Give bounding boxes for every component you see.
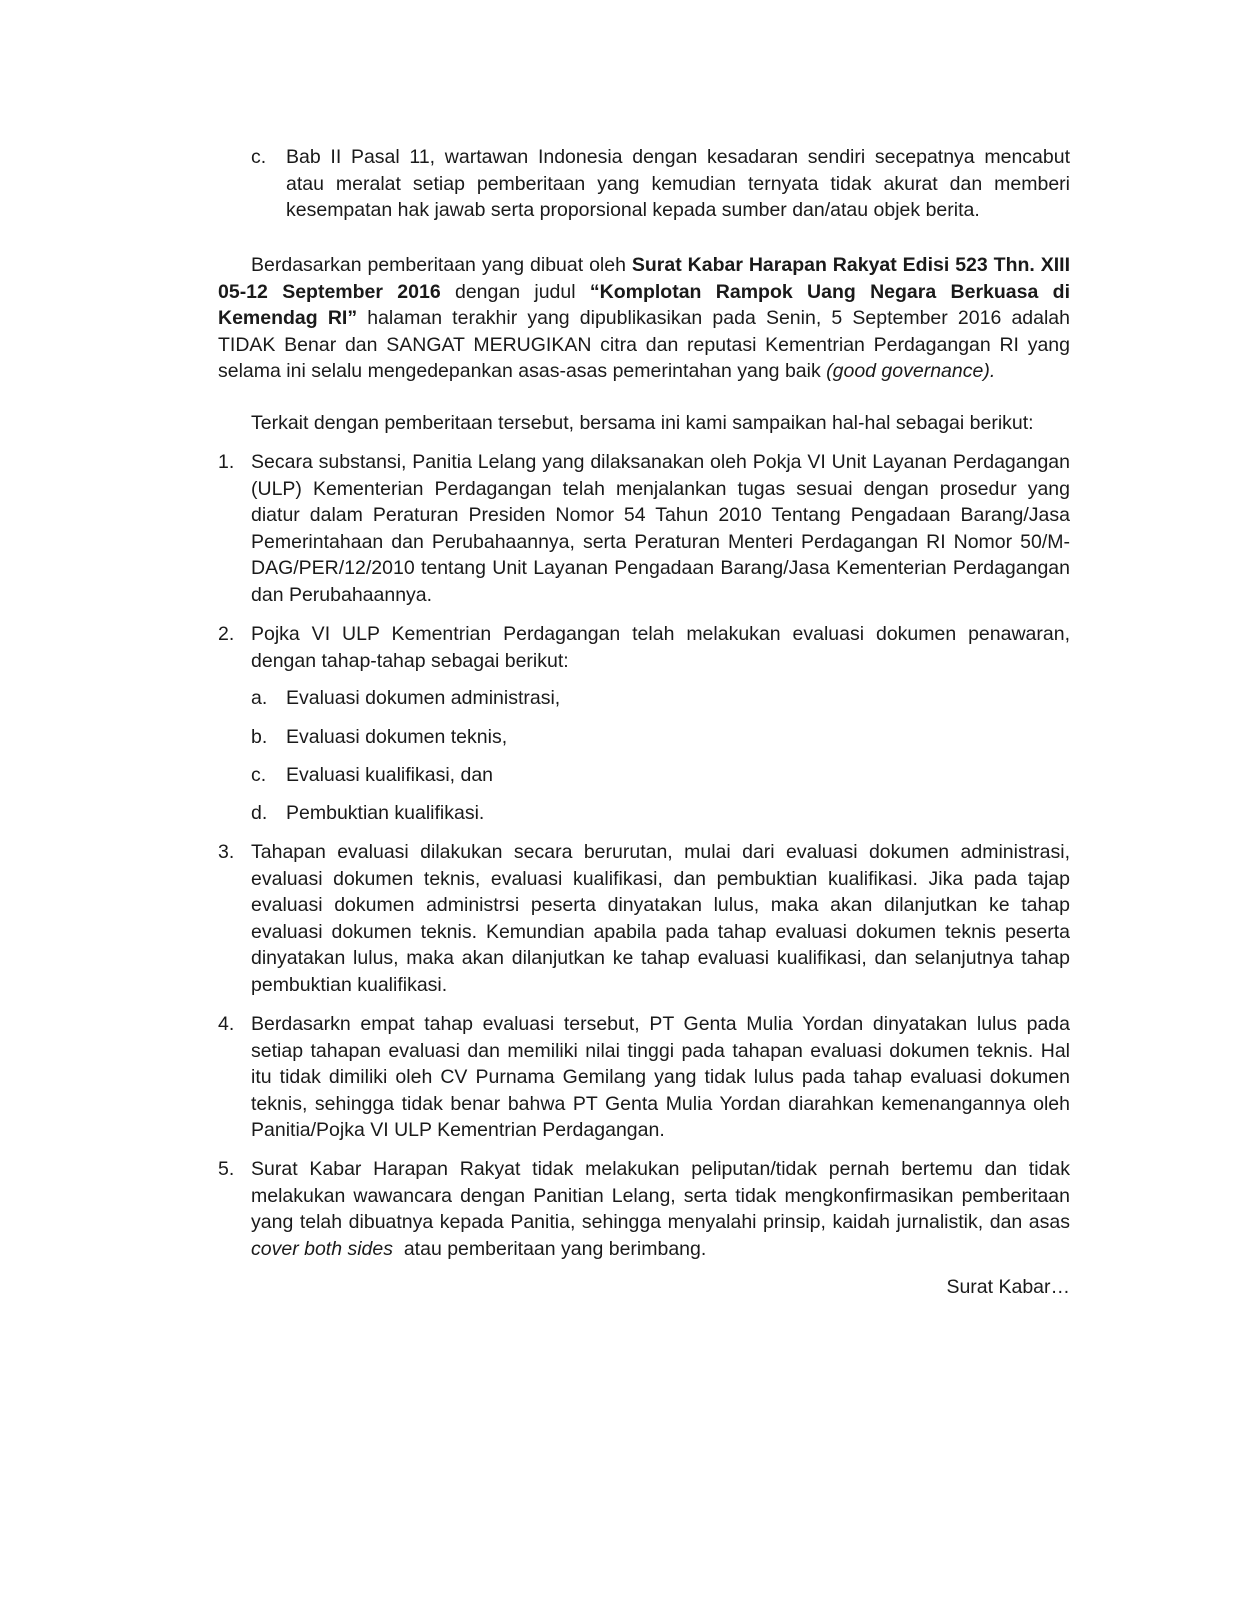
list-marker: a. xyxy=(251,687,268,709)
list-marker: d. xyxy=(251,802,268,824)
list-marker: 1. xyxy=(218,451,235,473)
list-marker: c. xyxy=(251,764,267,786)
list-item-text: Bab II Pasal 11, wartawan Indonesia dengan kesadaran sendiri secepatnya mencabut atau meralat setiap pemberitaan yang kemudian ternyata tidak akurat dan memberi kesempatan hak jawab serta proporsional kepada sumber dan/atau objek berita. xyxy=(286,146,1070,222)
list-item-text: Evaluasi kualifikasi, dan xyxy=(286,764,494,786)
list-item-segment: atau pemberitaan yang berimbang. xyxy=(393,1237,707,1260)
list-marker: 3. xyxy=(218,841,235,863)
paragraph-text: dengan judul xyxy=(440,280,590,303)
list-marker: 4. xyxy=(218,1013,235,1035)
paragraph-statement xyxy=(218,252,1070,385)
list-marker: c. xyxy=(251,146,267,168)
page-continuation-catchword: Surat Kabar… xyxy=(946,1276,1070,1298)
paragraph-text: Berdasarkan pemberitaan yang dibuat oleh xyxy=(251,254,632,276)
list-item-text: Tahapan evaluasi dilakukan secara berurutan, mulai dari evaluasi dokumen administrasi, evaluasi dokumen teknis, evaluasi kualifikasi, dan pembuktian kualifikasi. Jika pada tajap evaluasi dokumen administrsi peserta dinyatakan lulus, maka akan dilanjutkan ke tahap evaluasi dokumen teknis. Kemundian apabila pada tahap evaluasi dokumen teknis peserta dinyatakan lulus, maka akan dilanjutkan ke tahap evaluasi kualifikasi, dan selanjutnya tahap pembuktian kualifikasi. xyxy=(251,841,1070,996)
list-item-text: Berdasarkn empat tahap evaluasi tersebut, PT Genta Mulia Yordan dinyatakan lulus pada setiap tahapan evaluasi dan memiliki nilai tinggi pada tahapan evaluasi dokumen teknis. Hal itu tidak dimiliki oleh CV Purnama Gemilang yang tidak lulus pada tahap evaluasi dokumen teknis, sehingga tidak benar bahwa PT Genta Mulia Yordan diarahkan kemenangannya oleh Panitia/Pojka VI ULP Kementrian Perdagangan. xyxy=(251,1013,1070,1142)
paragraph-intro: Terkait dengan pemberitaan tersebut, bersama ini kami sampaikan hal-hal sebagai berikut: xyxy=(251,412,1034,434)
list-item-text: Secara substansi, Panitia Lelang yang dilaksanakan oleh Pokja VI Unit Layanan Perdagangan (ULP) Kementerian Perdagangan telah menjalankan tugas sesuai dengan prosedur yang diatur dalam Peraturan Presiden Nomor 54 Tahun 2010 Tentang Pengadaan Barang/Jasa Pemerintahaan dan Perubahaannya, serta Peraturan Menteri Perdagangan RI Nomor 50/M-DAG/PER/12/2010 tentang Unit Layanan Pengadaan Barang/Jasa Kementerian Perdagangan dan Perubahaannya. xyxy=(251,451,1070,606)
paragraph-text: halaman terakhir yang dipublikasikan pada Senin, 5 September 2016 adalah TIDAK Benar dan SANGAT MERUGIKAN citra dan reputasi Kementrian Perdagangan RI yang selama ini selalu mengedepankan asas-asas pemerintahan yang baik xyxy=(218,307,1070,383)
italic-term: cover both sides xyxy=(251,1237,393,1260)
list-item-text xyxy=(251,1156,1070,1262)
list-item-text: Evaluasi dokumen teknis, xyxy=(286,726,508,748)
article-title: “Komplotan Rampok Uang Negara Berkuasa di Kemendag RI” xyxy=(218,280,1070,330)
list-item-segment: Surat Kabar Harapan Rakyat tidak melakukan peliputan/tidak pernah bertemu dan tidak melakukan wawancara dengan Panitian Lelang, serta tidak mengkonfirmasikan pemberitaan yang telah dibuatnya kepada Panitia, sehingga menyalahi prinsip, kaidah jurnalistik, dan asas xyxy=(251,1158,1070,1234)
italic-term: (good governance). xyxy=(826,360,996,383)
list-item-text: Evaluasi dokumen administrasi, xyxy=(286,687,561,709)
list-item-text: Pembuktian kualifikasi. xyxy=(286,802,485,824)
list-item-text: Pojka VI ULP Kementrian Perdagangan telah melakukan evaluasi dokumen penawaran, dengan tahap-tahap sebagai berikut: xyxy=(251,623,1070,672)
list-marker: 5. xyxy=(218,1158,235,1180)
list-marker: 2. xyxy=(218,623,235,645)
list-marker: b. xyxy=(251,726,268,748)
newspaper-reference: Surat Kabar Harapan Rakyat Edisi 523 Thn. XIII 05-12 September 2016 xyxy=(218,254,1070,303)
